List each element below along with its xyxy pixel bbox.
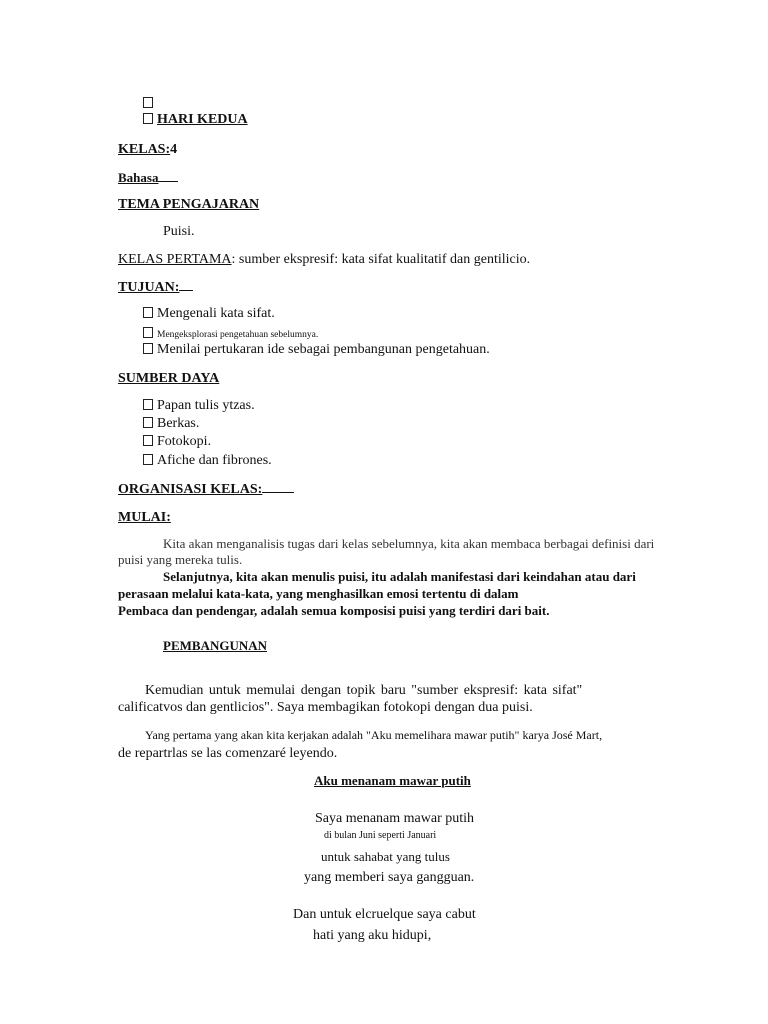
sumber-item-3: Fotokopi. [143, 434, 211, 450]
checkbox-icon [143, 435, 153, 446]
pembangunan-p2-line2: de repartrlas se las comenzaré leyendo. [118, 746, 338, 761]
checkbox-icon [143, 97, 153, 108]
checkbox-icon [143, 417, 153, 428]
tujuan-item-3: Menilai pertukaran ide sebagai pembangunan pengetahuan. [143, 342, 490, 358]
tujuan-label: TUJUAN: [118, 280, 193, 296]
sumber-item-2: Berkas. [143, 416, 199, 432]
kelas-pertama-line: KELAS PERTAMA: sumber ekspresif: kata sifat kualitatif dan gentilicio. [118, 252, 531, 267]
pembangunan-p1-line2: calificatvos dan gentlicios". Saya membagikan fotokopi dengan dua puisi. [118, 700, 533, 715]
hari-heading: HARI KEDUA [143, 112, 248, 128]
mulai-p2-line3: Pembaca dan pendengar, adalah semua komposisi puisi yang terdiri dari bait. [118, 603, 550, 618]
tema-label: TEMA PENGAJARAN [118, 197, 260, 212]
mulai-p2-line1: Selanjutnya, kita akan menulis puisi, itu adalah manifestasi dari keindahan atau dari [163, 569, 636, 584]
organisasi-label: ORGANISASI KELAS: [118, 482, 294, 498]
checkbox-icon [143, 327, 153, 338]
poem-line-6: hati yang aku hidupi, [313, 928, 432, 943]
checkbox-icon [143, 113, 153, 124]
checkbox-icon [143, 343, 153, 354]
checkbox-icon [143, 399, 153, 410]
subject-line: Bahasa [118, 170, 178, 186]
tema-value: Puisi. [163, 224, 195, 239]
tujuan-item-2: Mengeksplorasi pengetahuan sebelumnya. [143, 327, 318, 340]
mulai-label: MULAI: [118, 510, 171, 525]
sumber-item-1: Papan tulis ytzas. [143, 398, 255, 414]
tujuan-item-1: Mengenali kata sifat. [143, 306, 275, 322]
pembangunan-label: PEMBANGUNAN [163, 638, 267, 653]
mulai-p1-line1: Kita akan menganalisis tugas dari kelas sebelumnya, kita akan membaca berbagai definisi dari [163, 536, 655, 551]
poem-title: Aku menanam mawar putih [314, 773, 471, 788]
checkbox-icon [143, 454, 153, 465]
kelas-line: KELAS:4 [118, 142, 178, 157]
poem-line-2: di bulan Juni seperti Januari [324, 830, 437, 841]
poem-line-5: Dan untuk elcruelque saya cabut [293, 907, 476, 922]
poem-line-4: yang memberi saya gangguan. [304, 870, 475, 885]
mulai-p2-line2: perasaan melalui kata-kata, yang menghasilkan emosi tertentu di dalam [118, 586, 519, 601]
sumber-item-4: Afiche dan fibrones. [143, 453, 272, 469]
sumber-daya-label: SUMBER DAYA [118, 371, 220, 386]
pembangunan-p1-line1: Kemudian untuk memulai dengan topik baru "sumber ekspresif: kata sifat" [145, 683, 583, 698]
heading-empty-bullet [143, 94, 157, 112]
checkbox-icon [143, 307, 153, 318]
mulai-p1-line2: puisi yang mereka tulis. [118, 552, 243, 567]
poem-line-3: untuk sahabat yang tulus [321, 849, 450, 864]
poem-line-1: Saya menanam mawar putih [315, 811, 475, 826]
pembangunan-p2-line1: Yang pertama yang akan kita kerjakan adalah "Aku memelihara mawar putih" karya José Mart, [145, 728, 603, 742]
